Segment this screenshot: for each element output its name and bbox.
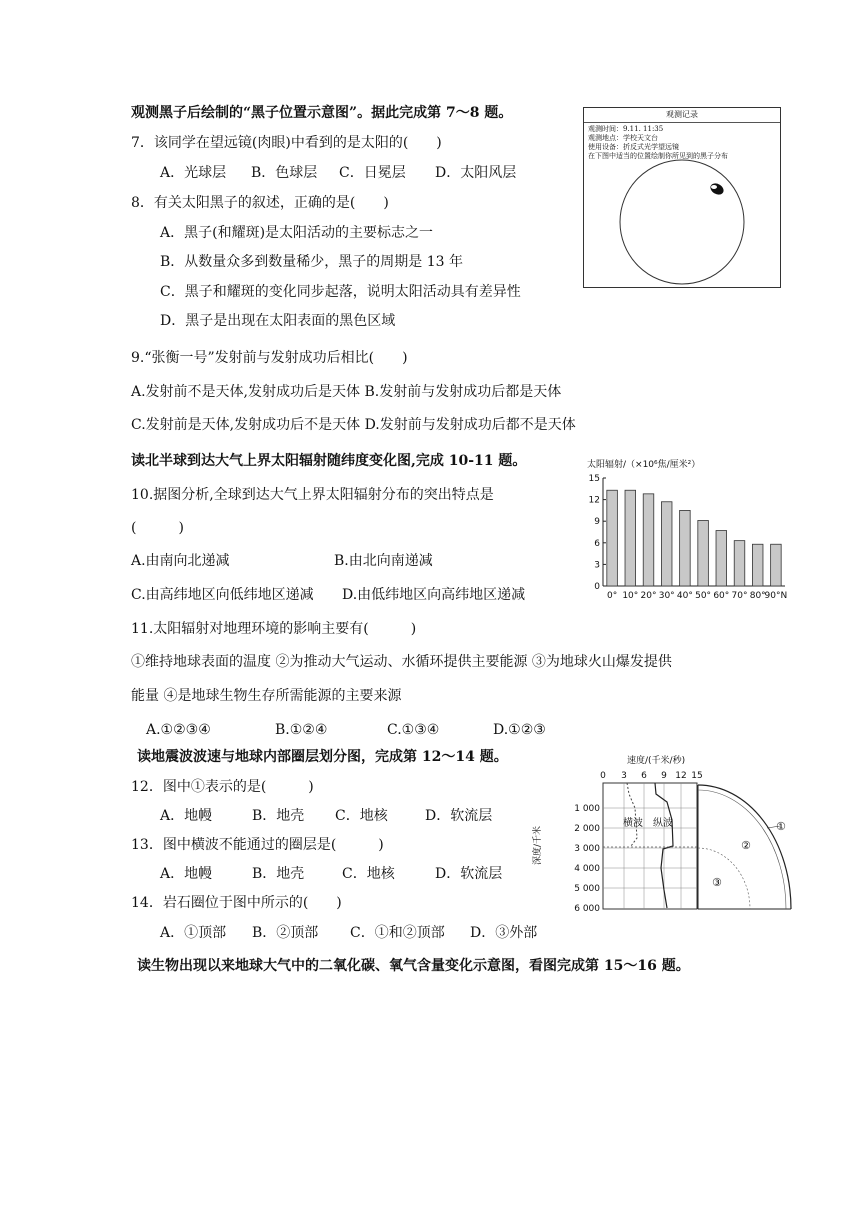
y-tick-label: 3 bbox=[594, 560, 600, 571]
bar-4 bbox=[680, 510, 691, 586]
speed-tick: 6 bbox=[641, 771, 647, 781]
s-wave-label: 横波 bbox=[623, 818, 643, 829]
x-tick-label: 90°N bbox=[764, 591, 788, 601]
q10-option-b: B.由北向南递减 bbox=[334, 553, 433, 569]
q9-options-line1: A.发射前不是天体,发射成功后是天体 B.发射前与发射成功后都是天体 bbox=[131, 384, 562, 400]
q12-stem: 12．图中①表示的是( ) bbox=[131, 779, 314, 795]
q12-option-a: A．地幔 bbox=[160, 808, 213, 824]
chart-xtick-labels bbox=[607, 591, 787, 601]
intro-12-14: 读地震波波速与地球内部圈层划分图，完成第 12～14 题。 bbox=[137, 749, 508, 765]
q7-stem: 7．该同学在望远镜(肉眼)中看到的是太阳的( ) bbox=[131, 135, 442, 151]
y-tick-label: 9 bbox=[594, 517, 600, 528]
x-tick-label: 0° bbox=[606, 591, 618, 601]
intro-15-16: 读生物出现以来地球大气中的二氧化碳、氧气含量变化示意图，看图完成第 15～16 题。 bbox=[137, 958, 690, 974]
observation-equipment: 使用设备：折反式光学望远镜 bbox=[588, 143, 679, 151]
y-tick-label: 12 bbox=[588, 495, 600, 506]
q13-option-c: C．地核 bbox=[342, 866, 395, 882]
chart-ylabel: 太阳辐射/（×10⁶焦/厘米²） bbox=[587, 460, 701, 470]
layer-label-1: ① bbox=[776, 820, 786, 833]
x-tick-label: 30° bbox=[658, 591, 675, 601]
x-tick-label: 20° bbox=[640, 591, 657, 601]
q8-option-b: B．从数量众多到数量稀少，黑子的周期是 13 年 bbox=[160, 254, 464, 270]
core-boundary-arc bbox=[698, 848, 750, 909]
bar-9 bbox=[771, 544, 782, 586]
bar-8 bbox=[752, 544, 763, 586]
q13-stem: 13．图中横波不能通过的圈层是( ) bbox=[131, 837, 384, 853]
layer-label-3: ③ bbox=[712, 876, 722, 889]
q14-option-d: D．③外部 bbox=[470, 925, 538, 941]
depth-tick: 6 000 bbox=[574, 904, 600, 914]
q11-statements-line1: ①维持地球表面的温度 ②为推动大气运动、水循环提供主要能源 ③为地球火山爆发提供 bbox=[131, 654, 672, 670]
q14-option-b: B．②顶部 bbox=[252, 925, 319, 941]
q9-stem: 9.“张衡一号”发射前与发射成功后相比( ) bbox=[131, 350, 408, 366]
speed-tick: 9 bbox=[661, 771, 667, 781]
p-wave-label: 纵波 bbox=[653, 818, 673, 829]
q14-option-a: A．①顶部 bbox=[160, 925, 227, 941]
q10-stem: 10.据图分析,全球到达大气上界太阳辐射分布的突出特点是 bbox=[131, 487, 494, 503]
sun-disk-circle bbox=[620, 160, 744, 284]
speed-tick: 15 bbox=[691, 771, 703, 781]
q8-stem: 8．有关太阳黑子的叙述，正确的是( ) bbox=[131, 195, 389, 211]
q11-statements-line2: 能量 ④是地球生物生存所需能源的主要来源 bbox=[131, 688, 402, 704]
x-tick-label: 60° bbox=[713, 591, 730, 601]
bar-7 bbox=[734, 541, 745, 586]
chart-ytick-labels bbox=[589, 474, 601, 592]
q12-option-d: D．软流层 bbox=[425, 808, 493, 824]
speed-tick: 3 bbox=[621, 771, 627, 781]
x-tick-label: 70° bbox=[731, 591, 748, 601]
q12-option-c: C．地核 bbox=[335, 808, 388, 824]
y-tick-label: 6 bbox=[594, 538, 600, 549]
q10-option-c: C.由高纬地区向低纬地区递减 bbox=[131, 587, 314, 603]
y-tick-label: 15 bbox=[588, 474, 600, 484]
q8-option-c: C．黑子和耀斑的变化同步起落，说明太阳活动具有差异性 bbox=[160, 284, 521, 300]
depth-tick: 4 000 bbox=[574, 864, 600, 874]
observation-record-title: 观测记录 bbox=[666, 110, 698, 119]
bar-5 bbox=[698, 520, 709, 586]
intro-7-8: 观测黑子后绘制的“黑子位置示意图”。据此完成第 7～8 题。 bbox=[131, 105, 513, 121]
q12-option-b: B．地壳 bbox=[252, 808, 305, 824]
intro-10-11: 读北半球到达大气上界太阳辐射随纬度变化图,完成 10-11 题。 bbox=[131, 453, 527, 469]
q11-option-c: C.①③④ bbox=[387, 722, 440, 738]
x-tick-label: 50° bbox=[695, 591, 712, 601]
depth-tick: 2 000 bbox=[574, 824, 600, 834]
observation-record-figure bbox=[583, 107, 781, 288]
bar-1 bbox=[625, 490, 636, 586]
depth-tick: 3 000 bbox=[574, 844, 600, 854]
layer-label-2: ② bbox=[741, 839, 751, 852]
observation-instruction: 在下图中适当的位置绘制你所见到的黑子分布 bbox=[588, 152, 728, 160]
chart-bars bbox=[607, 490, 781, 586]
q7-option-d: D．太阳风层 bbox=[435, 165, 517, 181]
seismic-grid-lines bbox=[603, 783, 697, 909]
bar-0 bbox=[607, 490, 618, 586]
x-tick-label: 10° bbox=[622, 591, 639, 601]
depth-tick: 5 000 bbox=[574, 884, 600, 894]
q9-options-line2: C.发射前是天体,发射成功后不是天体 D.发射前与发射成功后都不是天体 bbox=[131, 417, 576, 433]
q7-option-b: B．色球层 bbox=[251, 165, 318, 181]
x-tick-label: 40° bbox=[676, 591, 693, 601]
bar-6 bbox=[716, 531, 727, 586]
seismic-wave-figure bbox=[533, 750, 795, 920]
speed-tick: 0 bbox=[600, 771, 606, 781]
q8-option-d: D．黑子是出现在太阳表面的黑色区域 bbox=[160, 313, 396, 329]
depth-tick: 1 000 bbox=[574, 804, 600, 814]
q13-option-a: A．地幔 bbox=[160, 866, 213, 882]
speed-axis-label: 速度/(千米/秒) bbox=[627, 756, 686, 766]
depth-axis-label: 深度/千米 bbox=[533, 825, 543, 865]
q11-option-d: D.①②③ bbox=[493, 722, 546, 738]
q10-bracket: ( ) bbox=[131, 520, 184, 536]
bar-2 bbox=[643, 494, 654, 586]
q8-option-a: A．黑子(和耀斑)是太阳活动的主要标志之一 bbox=[160, 225, 434, 241]
q11-option-a: A.①②③④ bbox=[146, 722, 211, 738]
q13-option-b: B．地壳 bbox=[252, 866, 305, 882]
solar-radiation-chart bbox=[583, 455, 793, 605]
sunspot-highlight bbox=[711, 185, 717, 189]
y-tick-label: 0 bbox=[594, 582, 600, 592]
q7-option-a: A．光球层 bbox=[160, 165, 227, 181]
sunspot-icon bbox=[708, 181, 725, 197]
q11-stem: 11.太阳辐射对地理环境的影响主要有( ) bbox=[131, 621, 417, 637]
q14-stem: 14．岩石圈位于图中所示的( ) bbox=[131, 895, 342, 911]
q11-option-b: B.①②④ bbox=[275, 722, 328, 738]
seismic-grid-frame bbox=[603, 783, 697, 909]
x-tick-label: 80° bbox=[749, 591, 766, 601]
q10-option-d: D.由低纬地区向高纬地区递减 bbox=[342, 587, 526, 603]
sun-disk-drawing bbox=[584, 108, 780, 287]
q14-option-c: C．①和②顶部 bbox=[350, 925, 445, 941]
speed-tick: 12 bbox=[675, 771, 687, 781]
q7-option-c: C．日冕层 bbox=[339, 165, 406, 181]
observation-time: 观测时间：9.11. 11:35 bbox=[588, 125, 664, 133]
q13-option-d: D．软流层 bbox=[435, 866, 503, 882]
bar-3 bbox=[661, 502, 672, 586]
observation-place: 观测地点：学校天文台 bbox=[588, 134, 658, 142]
q10-option-a: A.由南向北递减 bbox=[131, 553, 230, 569]
s-wave-curve bbox=[627, 783, 637, 846]
